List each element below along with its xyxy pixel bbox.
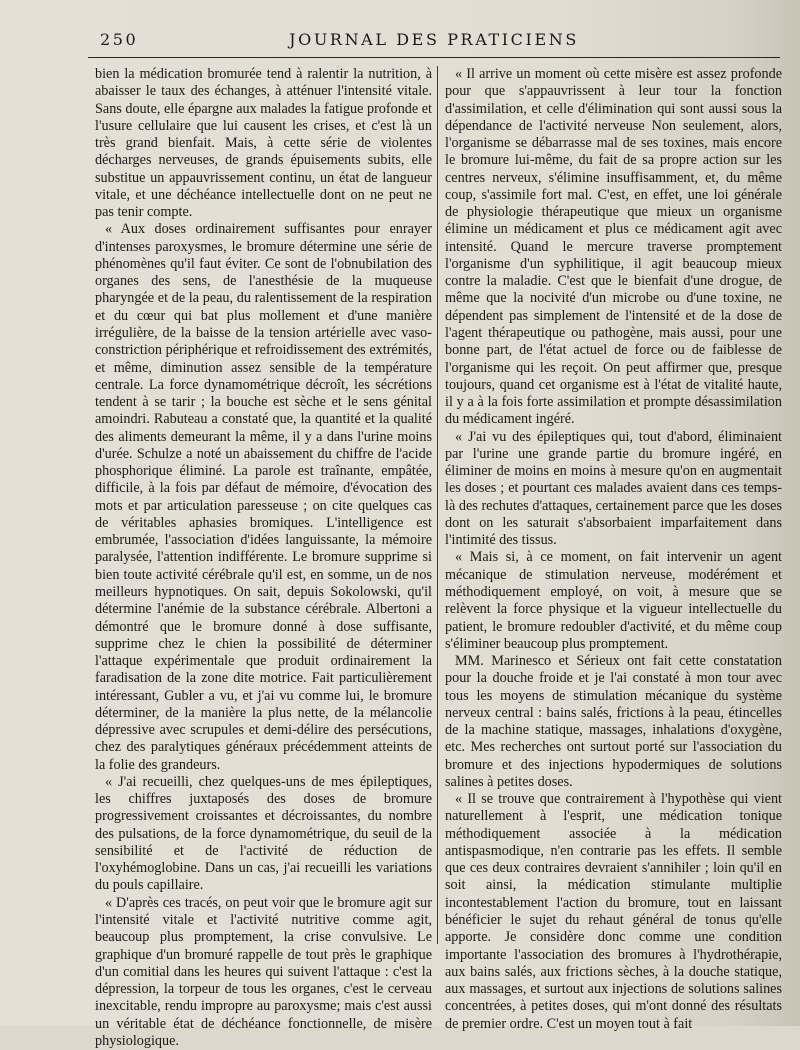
paragraph: bien la médication bromurée tend à ralentir la nutrition, à abaisser le taux des échanges, à atténuer l'intensité vitale. Sans doute, elle épargne aux malades la fatigue profonde et l'usure cellulaire que lui causent les crises, et c'est là un très grand bienfait. Mais, à cette série de violentes décharges nerveuses, de grands épuisements subits, elle substitue un appauvrissement continu, un état de langueur vitale, et une déchéance intellectuelle dont on ne peut ne pas tenir compte. [95, 66, 432, 221]
running-title: JOURNAL DES PRATICIENS [289, 30, 579, 49]
paragraph: « J'ai vu des épileptiques qui, tout d'abord, éliminaient par l'urine une grande partie du bromure ingéré, en éliminer de moins en moins à mesure qu'on en augmentait les doses ; et pourtant ces malades avaient dans ces temps-là des rechutes d'attaques, certainement parce que les doses dont on les saturait s'absorbaient imparfaitement dans l'intimité des tissus. [445, 428, 782, 549]
right-column [445, 66, 782, 1032]
paragraph: « Il arrive un moment où cette misère est assez profonde pour que s'appauvrissent à leur tour la fonction d'assimilation, et celle d'élimination qui sont aussi sous la dépendance de l'activité nerveuse Non seulement, alors, l'organisme se débarrasse mal de ses toxines, mais encore le bromure lui-même, du fait de sa propre action sur les centres nerveux, s'élimine insuffisamment, et, du même coup, s'assimile fort mal. C'est, en effet, une loi générale de physiologie thérapeutique que mieux un organisme élimine un médicament et plus ce médicament agit avec intensité. Quand le mercure traverse promptement l'organisme d'un syphilitique, il agit beaucoup mieux contre la maladie. C'est que le bienfait d'une drogue, de même que la nocivité d'un microbe ou d'une toxine, ne dépendent pas simplement de l'intensité et de la dose de l'agent thérapeutique ou pathogène, mais aussi, pour une bonne part, de l'état actuel de force ou de faiblesse de l'organisme qui les reçoit. On peut affirmer que, presque toujours, quand cet organisme est à l'état de vitalité haute, il y a à la fois forte assimilation et prompte désassimilation du médicament ingéré. [445, 66, 782, 428]
paragraph: « J'ai recueilli, chez quelques-uns de mes épileptiques, les chiffres juxtaposés des doses de bromure progressivement croissantes et décroissantes, du nombre des pulsations, de la force dynamométrique, du seuil de la sensibilité et de l'activité de réduction de l'oxyhémoglobine. Dans un cas, j'ai recueilli les variations du pouls capillaire. [95, 773, 432, 894]
column-divider [437, 66, 438, 944]
paragraph: MM. Marinesco et Sérieux ont fait cette constatation pour la douche froide et je l'ai constaté à mon tour avec tous les moyens de stimulation mécanique du système nerveux central : bains salés, frictions à la peau, étincelles de la machine statique, massages, inhalations d'oxygène, etc. Mes recherches ont surtout porté sur l'association du bromure et des injections hypodermiques de solutions salines à petites doses. [445, 653, 782, 790]
paragraph: « D'après ces tracés, on peut voir que le bromure agit sur l'intensité vitale et l'activité nutritive comme agit, beaucoup plus promptement, la crise convulsive. Le graphique d'un bromuré rappelle de tout près le graphique d'un comitial dans les heures qui suivent l'attaque : c'est la dépression, la torpeur de tous les organes, c'est le cerveau inexcitable, rendu impropre au paroxysme; mais c'est aussi un véritable état de déchéance fonctionnelle, de misère physiologique. [95, 894, 432, 1049]
page-header [88, 30, 780, 54]
paragraph: « Mais si, à ce moment, on fait intervenir un agent mécanique de stimulation nerveuse, modérément et méthodiquement employé, on voit, à mesure que se relèvent la force physique et la vigueur intellectuelle du patient, le bromure redoubler d'activité, et du même coup s'éliminer beaucoup plus promptement. [445, 549, 782, 652]
page-number: 250 [100, 30, 139, 49]
paragraph: « Aux doses ordinairement suffisantes pour enrayer d'intenses paroxysmes, le bromure détermine une série de phénomènes qu'il faut éviter. Ce sont de l'obnubilation des organes des sens, de l'anesthésie de la muqueuse pharyngée et de la peau, du ralentissement de la respiration et du cœur qui bat plus mollement et d'une manière irrégulière, de la baisse de la tension artérielle avec vaso-constriction périphérique et refroidissement des extrémités, et même, diminution assez sensible de la température centrale. La force dynamométrique décroît, les sécrétions tendent à se tarir ; la bouche est sèche et le sens génital amoindri. Rabuteau a constaté que, la quantité et la qualité des aliments demeurant la même, il y a dans l'urine moins d'urée. Schulze a noté un abaissement du chiffre de l'acide phosphorique éliminé. La parole est traînante, empâtée, difficile, à la fois par défaut de mémoire, d'évocation des mots et par articulation paresseuse ; on cite quelques cas de véritables aphasies bromiques. L'intelligence est embrumée, l'association d'idées languissante, la mémoire paralysée, l'attention indifférente. Le bromure supprime si bien toute activité cérébrale qu'il est, en somme, un de nos meilleurs hypnotiques. On sait, depuis Sokolowski, qu'il détermine l'anémie de la substance cérébrale. Albertoni a démontré que le bromure donné à dose suffisante, supprime chez le chien la possibilité de déterminer l'attaque expérimentale que produit ordinairement la faradisation de la zone dite motrice. Fait particulièrement intéressant, Gubler a vu, et j'ai vu comme lui, le bromure déterminer, de la manière la plus nette, de la mélancolie dépressive avec scrupules et demi-délire des persécutions, chez des paralytiques généraux précédemment atteints de la folie des grandeurs. [95, 221, 432, 773]
left-column [95, 66, 432, 1049]
header-rule [88, 57, 780, 58]
paragraph: « Il se trouve que contrairement à l'hypothèse qui vient naturellement à l'esprit, une médication tonique méthodiquement associée à la médication antispasmodique, n'en contrarie pas les effets. Il semble que ces deux contraires devraient s'annihiler ; loin qu'il en soit ainsi, la médication stimulante multiplie incontestablement l'action du bromure, tout en laissant bénéficier le sujet du rehaut général de tonus qu'elle apporte. Je considère donc comme une condition importante l'association des bromures à l'hydrothérapie, aux bains salés, aux frictions sèches, à la douche statique, aux massages, et surtout aux injections de solutions salines concentrées, à petites doses, qui m'ont donné des résultats de premier ordre. C'est un moyen tout à fait [445, 791, 782, 1032]
